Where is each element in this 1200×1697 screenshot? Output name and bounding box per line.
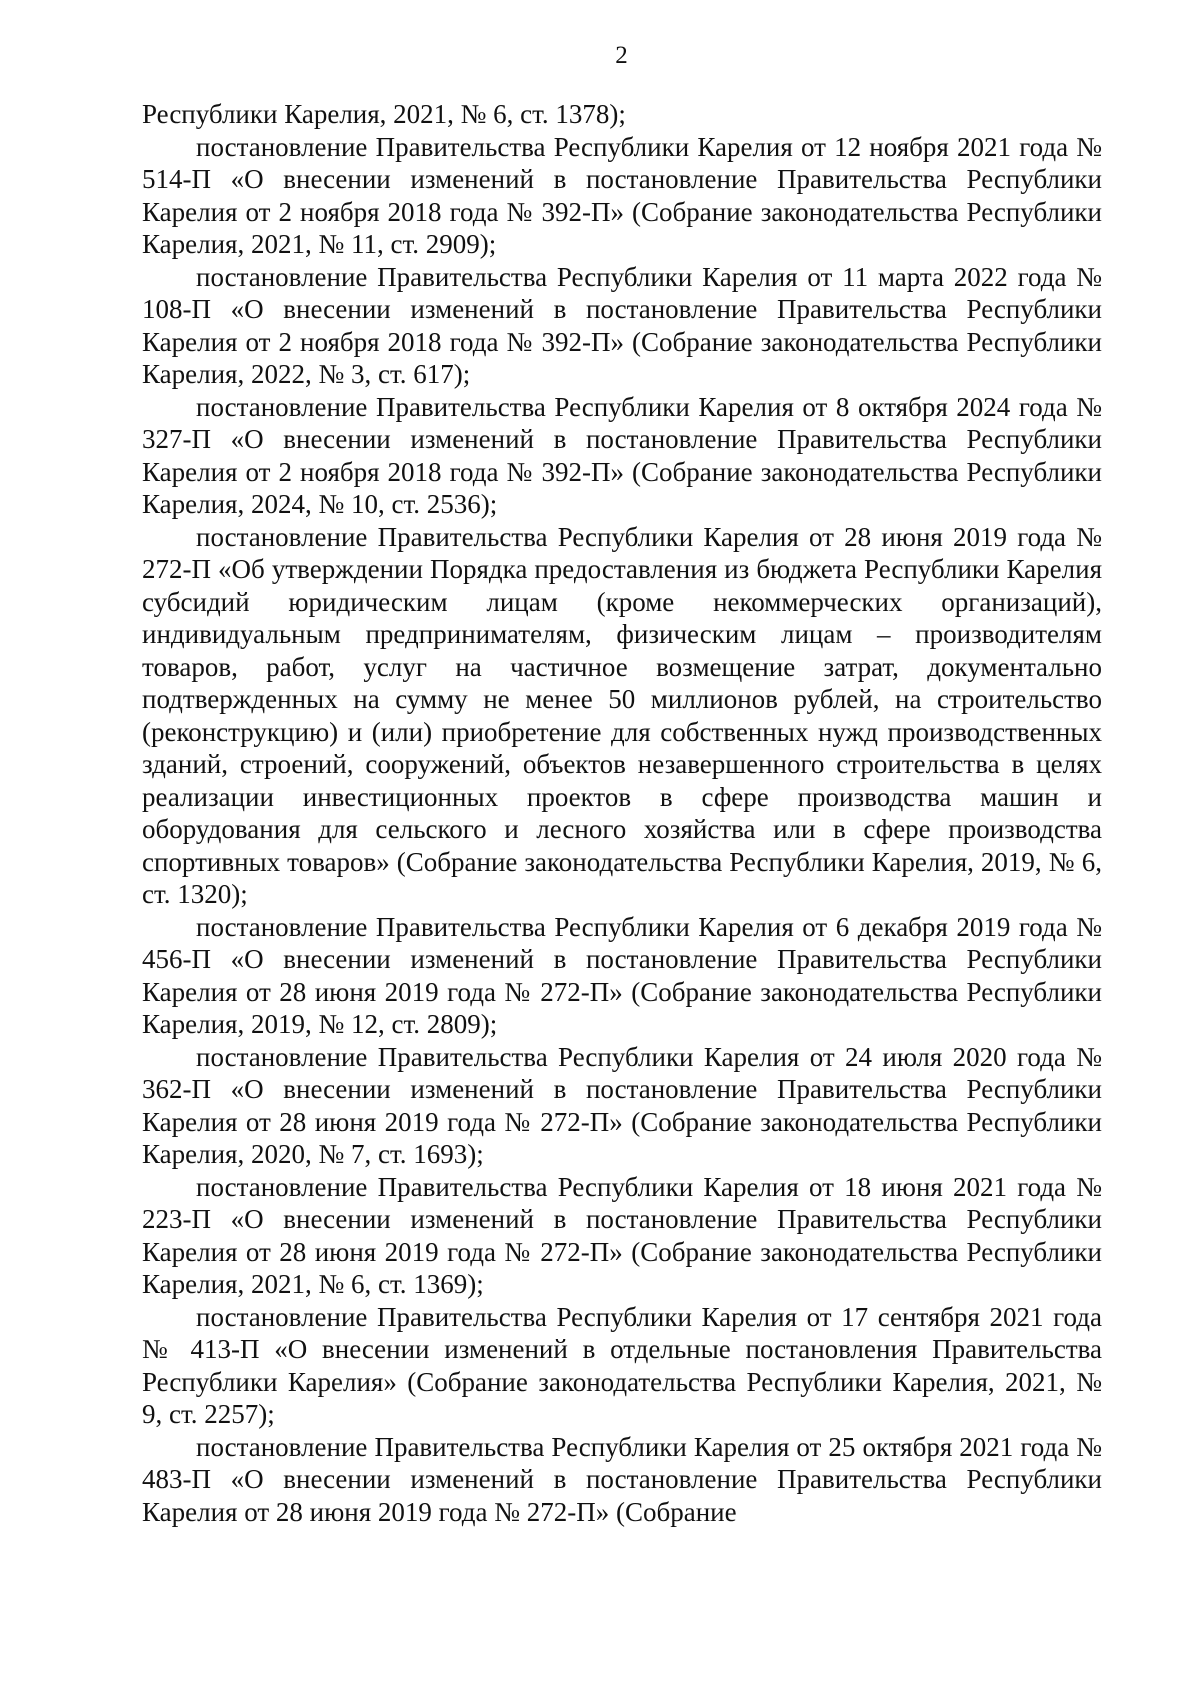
paragraph: постановление Правительства Республики Карелия от 12 ноября 2021 года № 514-П «О внесении изменений в постановление Правительства Республики Карелия от 2 ноября 2018 года № 392-П» (Собрание законодательства Республики Карелия, 2021, № 11, ст. 2909); [142,131,1102,259]
paragraph: постановление Правительства Республики Карелия от 6 декабря 2019 года № 456-П «О внесении изменений в постановление Правительства Республики Карелия от 28 июня 2019 года № 272-П» (Собрание законодательства Республики Карелия, 2019, № 12, ст. 2809); [142,911,1102,1039]
paragraph: постановление Правительства Республики Карелия от 8 октября 2024 года № 327-П «О внесении изменений в постановление Правительства Республики Карелия от 2 ноября 2018 года № 392-П» (Собрание законодательства Республики Карелия, 2024, № 10, ст. 2536); [142,391,1102,519]
paragraph: постановление Правительства Республики Карелия от 17 сентября 2021 года № 413-П «О внесении изменений в отдельные постановления Правительства Республики Карелия» (Собрание законодательства Республики Карелия, 2021, № 9, ст. 2257); [142,1301,1102,1429]
paragraph: постановление Правительства Республики Карелия от 18 июня 2021 года № 223-П «О внесении изменений в постановление Правительства Республики Карелия от 28 июня 2019 года № 272-П» (Собрание законодательства Республики Карелия, 2021, № 6, ст. 1369); [142,1171,1102,1299]
page-number: 2 [615,42,628,69]
paragraph: постановление Правительства Республики Карелия от 25 октября 2021 года № 483-П «О внесении изменений в постановление Правительства Республики Карелия от 28 июня 2019 года № 272-П» (Собрание [142,1431,1102,1527]
document-body [142,98,1102,1528]
paragraph: постановление Правительства Республики Карелия от 28 июня 2019 года № 272-П «Об утверждении Порядка предоставления из бюджета Республики Карелия субсидий юридическим лицам (кроме некоммерческих организаций), индивидуальным предпринимателям, физическим лицам – производителям товаров, работ, услуг на частичное возмещение затрат, документально подтвержденных на сумму не менее 50 миллионов рублей, на строительство (реконструкцию) и (или) приобретение для собственных нужд производственных зданий, строений, сооружений, объектов незавершенного строительства в целях реализации инвестиционных проектов в сфере производства машин и оборудования для сельского и лесного хозяйства или в сфере производства спортивных товаров» (Собрание законодательства Республики Карелия, 2019, № 6, ст. 1320); [142,521,1102,909]
paragraph: постановление Правительства Республики Карелия от 24 июля 2020 года № 362-П «О внесении изменений в постановление Правительства Республики Карелия от 28 июня 2019 года № 272-П» (Собрание законодательства Республики Карелия, 2020, № 7, ст. 1693); [142,1041,1102,1169]
paragraph-continuation: Республики Карелия, 2021, № 6, ст. 1378); [142,99,626,129]
paragraph: постановление Правительства Республики Карелия от 11 марта 2022 года № 108-П «О внесении изменений в постановление Правительства Республики Карелия от 2 ноября 2018 года № 392-П» (Собрание законодательства Республики Карелия, 2022, № 3, ст. 617); [142,261,1102,389]
